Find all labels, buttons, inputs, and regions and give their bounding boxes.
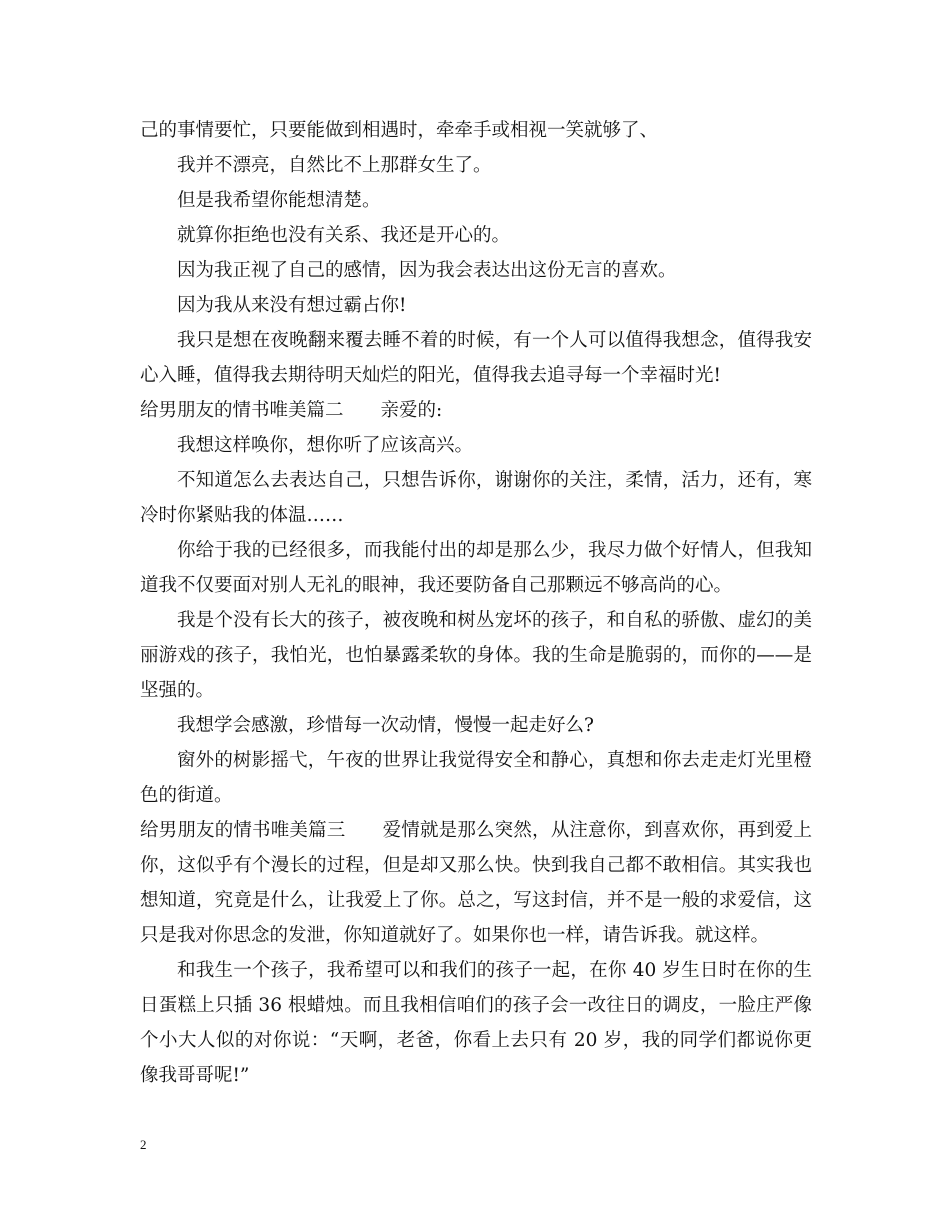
paragraph: 和我生一个孩子，我希望可以和我们的孩子一起，在你 40 岁生日时在你的生日蛋糕上只插 36 根蜡烛。而且我相信咱们的孩子会一改往日的调皮，一脸庄严像个小大人似的对你说：“天啊，老爸，你看上去只有 20 岁，我的同学们都说你更像我哥哥呢!” (140, 960, 812, 1086)
paragraph: 但是我希望你能想清楚。 (177, 190, 381, 211)
section-title: 给男朋友的情书唯美篇三 (140, 820, 346, 841)
paragraph: 窗外的树影摇弋，午夜的世界让我觉得安全和静心，真想和你去走走灯光里橙色的街道。 (140, 750, 812, 806)
section-text: 亲爱的: (380, 400, 443, 421)
paragraph: 我是个没有长大的孩子，被夜晚和树丛宠坏的孩子，和自私的骄傲、虚幻的美丽游戏的孩子，我怕光，也怕暴露柔软的身体。我的生命是脆弱的，而你的——是坚强的。 (140, 610, 812, 701)
section-text: 爱情就是那么突然，从注意你，到喜欢你，再到爱上你，这似乎有个漫长的过程，但是却又那么快。快到我自己都不敢相信。其实我也想知道，究竟是什么，让我爱上了你。总之，写这封信，并不是一般的求爱信，这只是我对你思念的发泄，你知道就好了。如果你也一样，请告诉我。就这样。 (140, 820, 812, 946)
paragraph: 因为我正视了自己的感情，因为我会表达出这份无言的喜欢。 (177, 260, 677, 281)
paragraph: 我只是想在夜晚翻来覆去睡不着的时候，有一个人可以值得我想念，值得我安心入睡，值得我去期待明天灿烂的阳光，值得我去追寻每一个幸福时光! (140, 330, 812, 386)
section-heading-paragraph (140, 813, 812, 953)
paragraph: 我想这样唤你，想你听了应该高兴。 (177, 435, 474, 456)
paragraph: 因为我从来没有想过霸占你! (177, 295, 407, 316)
section-heading-paragraph (140, 393, 812, 428)
paragraph: 己的事情要忙，只要能做到相遇时，牵牵手或相视一笑就够了、 (140, 120, 659, 141)
section-title: 给男朋友的情书唯美篇二 (140, 400, 344, 421)
paragraph: 就算你拒绝也没有关系、我还是开心的。 (177, 225, 511, 246)
document-body (140, 113, 812, 1093)
paragraph: 你给于我的已经很多，而我能付出的却是那么少，我尽力做个好情人，但我知道我不仅要面对别人无礼的眼神，我还要防备自己那颗远不够高尚的心。 (140, 540, 812, 596)
page-number: 2 (140, 1137, 147, 1152)
paragraph: 我想学会感激，珍惜每一次动情，慢慢一起走好么? (177, 715, 594, 736)
paragraph: 不知道怎么去表达自己，只想告诉你，谢谢你的关注，柔情，活力，还有，寒冷时你紧贴我的体温…… (140, 470, 812, 526)
paragraph: 我并不漂亮，自然比不上那群女生了。 (177, 155, 492, 176)
